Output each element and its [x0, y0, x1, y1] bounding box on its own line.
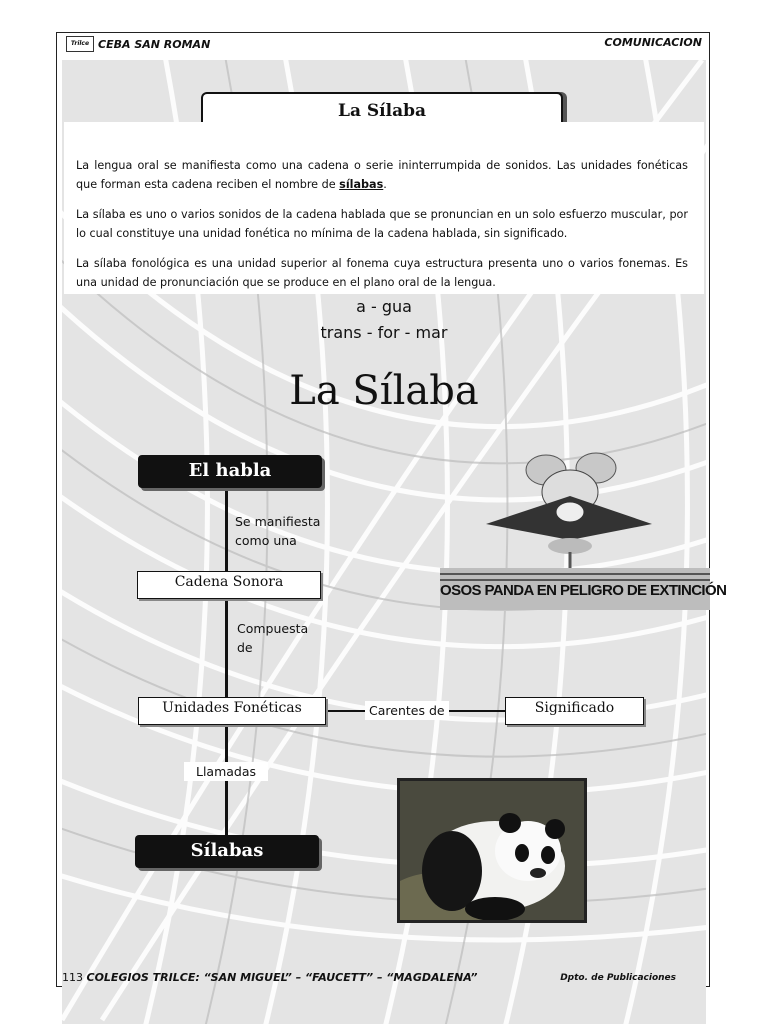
panda-banner	[440, 568, 727, 610]
label-carentes: Carentes de	[365, 701, 449, 720]
paragraph-1-end: .	[383, 178, 387, 191]
paragraph-1	[76, 156, 688, 194]
node-silabas: Sílabas	[135, 835, 319, 868]
panda-image	[400, 781, 584, 920]
example-transformar: trans - for - mar	[320, 323, 448, 342]
trilce-logo: Trilce	[66, 36, 94, 52]
node-el-habla: El habla	[138, 455, 322, 488]
paragraph-1-text: La lengua oral se manifiesta como una cadena o serie ininterrumpida de sonidos. Las unidades fonéticas que forman esta cadena reciben el nombre de	[76, 159, 688, 191]
node-cadena-sonora: Cadena Sonora	[137, 571, 321, 599]
node-significado: Significado	[505, 697, 644, 725]
panda-banner-text: OSOS PANDA EN PELIGRO DE EXTINCIÓN	[440, 582, 727, 599]
connector-cadena-unidades	[225, 598, 228, 697]
keyword-silabas: sílabas	[339, 178, 384, 191]
diagram-heading: La Sílaba	[289, 368, 479, 414]
paragraph-2: La sílaba es uno o varios sonidos de la cadena hablada que se pronuncian en un solo esfuerzo muscular, por lo cual constituye una unidad fonética no mínima de la cadena hablada, sin significado.	[76, 208, 688, 240]
panda-photo	[397, 778, 587, 923]
header-school-name: CEBA SAN ROMAN	[98, 37, 211, 51]
label-llamadas: Llamadas	[184, 762, 268, 781]
label-compuesta: Compuesta de	[237, 621, 309, 655]
footer-left	[62, 971, 477, 984]
cartoon-clipart	[486, 452, 652, 570]
header-subject: COMUNICACION	[604, 36, 702, 49]
example-agua: a - gua	[356, 297, 412, 316]
footer-department: Dpto. de Publicaciones	[560, 973, 676, 983]
paragraph-3: La sílaba fonológica es una unidad superior al fonema cuya estructura presenta uno o varios fonemas. Es una unidad de pronunciación que se produce en el plano oral de la lengua.	[76, 257, 688, 289]
label-se-manifiesta: Se manifiesta como una	[235, 514, 321, 548]
node-unidades-foneticas: Unidades Fonéticas	[138, 697, 326, 725]
page-title: La Sílaba	[201, 92, 563, 124]
header-school	[66, 36, 210, 52]
footer-schools: COLEGIOS TRILCE: “SAN MIGUEL” – “FAUCETT” – “MAGDALENA”	[86, 971, 478, 984]
page-number: 113	[62, 971, 83, 984]
connector-habla-cadena	[225, 488, 228, 571]
